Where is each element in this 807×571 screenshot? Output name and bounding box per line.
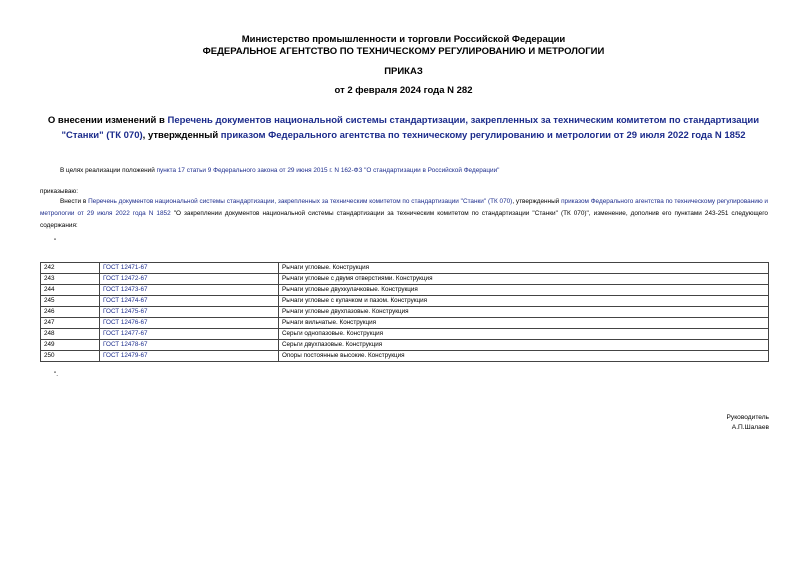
row-number: 250 [41, 351, 100, 362]
standard-link[interactable]: ГОСТ 12475-67 [103, 308, 148, 315]
para-suffix: "О закреплении документов национальной системы стандартизации за техническим комитетом по стандартизации "Станки" (ТК 070)", изменение, дополнив его пунктами 243-251 следующего содержания: [40, 210, 768, 229]
standard-link[interactable]: ГОСТ 12479-67 [103, 352, 148, 359]
row-title: Опоры постоянные высокие. Конструкция [279, 351, 769, 362]
row-title: Рычаги угловые двухкулачковые. Конструкция [279, 285, 769, 296]
standard-link[interactable]: ГОСТ 12478-67 [103, 341, 148, 348]
row-standard-cell [100, 340, 279, 351]
table-row [41, 318, 769, 329]
title-middle: , утвержденный [142, 130, 221, 141]
date-number-heading: от 2 февраля 2024 года N 282 [334, 85, 473, 96]
table-row [41, 285, 769, 296]
table-row [41, 351, 769, 362]
basis-law-link[interactable]: пункта 17 статьи 9 Федерального закона от 29 июня 2015 г. N 162-ФЗ "О стандартизации в Российской Федерации" [156, 167, 500, 174]
row-standard-cell [100, 307, 279, 318]
table-row [41, 274, 769, 285]
title-prefix: О внесении изменений в [47, 115, 168, 126]
signature-block [727, 413, 769, 433]
title-link-list[interactable]: Перечень документов национальной системы стандартизации, закрепленных за техническим комитетом по стандартизации "Станки" (ТК 070) [61, 115, 760, 141]
standard-link[interactable]: ГОСТ 12473-67 [103, 286, 148, 293]
basis-prefix: В целях реализации положений [60, 167, 157, 174]
quote-close: ". [54, 371, 59, 378]
row-title: Рычаги угловые с кулачком и пазом. Конструкция [279, 296, 769, 307]
signature-name: А.П.Шалаев [731, 424, 769, 431]
row-number: 249 [41, 340, 100, 351]
ordered-text: приказываю: [40, 188, 78, 195]
row-title: Серьги двухпазовые. Конструкция [279, 340, 769, 351]
row-standard-cell [100, 318, 279, 329]
standard-link[interactable]: ГОСТ 12474-67 [103, 297, 148, 304]
document-title [40, 113, 767, 143]
para-middle: , утвержденный [512, 198, 562, 205]
para-prefix: Внести в [60, 198, 89, 205]
row-standard-cell [100, 285, 279, 296]
row-title: Рычаги угловые. Конструкция [279, 263, 769, 274]
table-row [41, 296, 769, 307]
row-number: 243 [41, 274, 100, 285]
standard-link[interactable]: ГОСТ 12472-67 [103, 275, 148, 282]
row-number: 247 [41, 318, 100, 329]
table-row [41, 340, 769, 351]
row-title: Серьги однопазовые. Конструкция [279, 329, 769, 340]
row-title: Рычаги угловые с двумя отверстиями. Конструкция [279, 274, 769, 285]
row-title: Рычаги вильчатые. Конструкция [279, 318, 769, 329]
table-row [41, 263, 769, 274]
row-standard-cell [100, 329, 279, 340]
title-link-order[interactable]: приказом Федерального агентства по техническому регулированию и метрологии от 29 июля 2022 года N 1852 [220, 130, 746, 141]
main-paragraph [40, 196, 768, 232]
row-title: Рычаги угловые двухпазовые. Конструкция [279, 307, 769, 318]
standard-link[interactable]: ГОСТ 12476-67 [103, 319, 148, 326]
agency-heading: ФЕДЕРАЛЬНОЕ АГЕНТСТВО ПО ТЕХНИЧЕСКОМУ РЕГУЛИРОВАНИЮ И МЕТРОЛОГИИ [202, 46, 605, 57]
row-number: 242 [41, 263, 100, 274]
basis-paragraph [60, 165, 499, 177]
row-number: 244 [41, 285, 100, 296]
row-number: 248 [41, 329, 100, 340]
para-link-order[interactable]: приказом Федерального агентства по техническому регулированию и метрологии от 29 июля 2022 года N 1852 [40, 198, 768, 217]
standards-table [40, 262, 769, 362]
table-row [41, 329, 769, 340]
row-standard-cell [100, 296, 279, 307]
para-link-list[interactable]: Перечень документов национальной системы стандартизации, закрепленных за техническим комитетом по стандартизации "Станки" (ТК 070) [88, 198, 513, 205]
ministry-heading: Министерство промышленности и торговли Российской Федерации [241, 34, 566, 45]
row-number: 245 [41, 296, 100, 307]
standard-link[interactable]: ГОСТ 12477-67 [103, 330, 148, 337]
row-number: 246 [41, 307, 100, 318]
table-row [41, 307, 769, 318]
quote-open: " [54, 238, 57, 245]
signature-role: Руководитель [726, 414, 769, 421]
row-standard-cell [100, 351, 279, 362]
doc-type-heading: ПРИКАЗ [384, 66, 423, 77]
row-standard-cell [100, 274, 279, 285]
row-standard-cell [100, 263, 279, 274]
standard-link[interactable]: ГОСТ 12471-67 [103, 264, 148, 271]
